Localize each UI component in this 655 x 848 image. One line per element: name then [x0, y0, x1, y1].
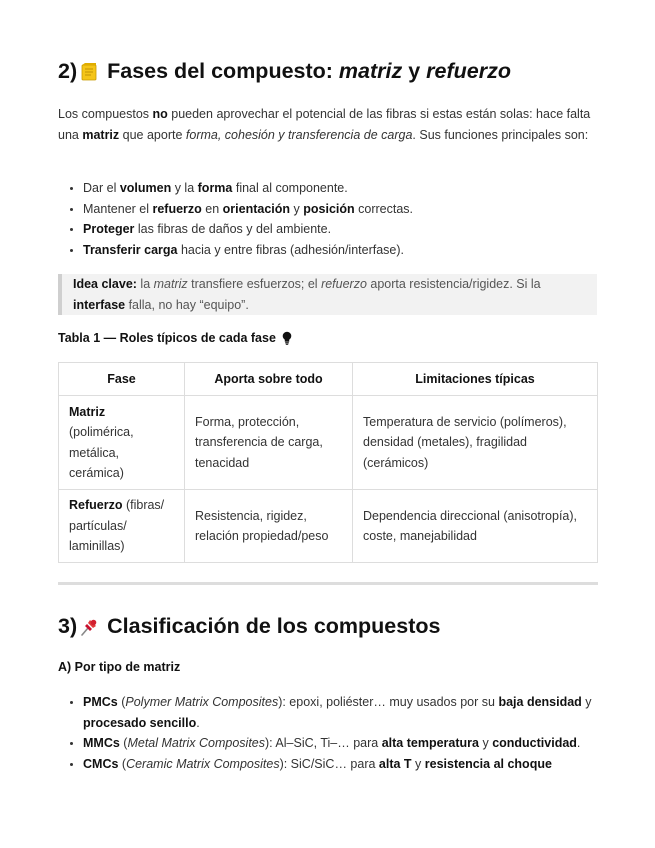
- list-item: Proteger las fibras de daños y del ambiente.: [58, 219, 598, 240]
- table-header-row: [59, 363, 598, 396]
- list-item: Transferir carga hacia y entre fibras (adhesión/interfase).: [58, 240, 598, 261]
- column-header: Limitaciones típicas: [353, 363, 598, 396]
- functions-list: [58, 178, 598, 260]
- section-2-number: 2): [58, 59, 78, 83]
- limitations-cell: Dependencia direccional (anisotropía), coste, manejabilidad: [353, 490, 598, 563]
- contributes-cell: Forma, protección, transferencia de carga, tenacidad: [185, 396, 353, 490]
- phase-cell: Refuerzo (fibras/ partículas/ laminillas): [59, 490, 185, 563]
- subsection-heading: A) Por tipo de matriz: [58, 660, 181, 674]
- contributes-cell: Resistencia, rigidez, relación propiedad/peso: [185, 490, 353, 563]
- roles-table: [58, 362, 598, 563]
- limitations-cell: Temperatura de servicio (polímeros), densidad (metales), fragilidad (cerámicos): [353, 396, 598, 490]
- callout-text: Idea clave: la matriz transfiere esfuerzos; el refuerzo aporta resistencia/rigidez. Si la interfase falla, no hay “equipo”.: [73, 277, 541, 312]
- list-item: PMCs (Polymer Matrix Composites): epoxi, poliéster… muy usados por su baja densidad y procesado sencillo.: [58, 692, 598, 733]
- key-idea-callout: [58, 274, 597, 315]
- pushpin-icon: [79, 617, 99, 637]
- section-2-title: Fases del compuesto: matriz y refuerzo: [107, 59, 511, 83]
- list-item: MMCs (Metal Matrix Composites): Al–SiC, Ti–… para alta temperatura y conductividad.: [58, 733, 598, 754]
- intro-paragraph: Los compuestos no pueden aprovechar el potencial de las fibras si estas están solas: hace falta una matriz que aporte forma, cohesión y transferencia de carga. Sus funciones principales son:: [58, 107, 591, 142]
- column-header: Fase: [59, 363, 185, 396]
- table-row: [59, 396, 598, 490]
- phase-cell: Matriz (polimérica, metálica, cerámica): [59, 396, 185, 490]
- table-row: [59, 490, 598, 563]
- section-3-heading: [58, 614, 440, 639]
- lightbulb-icon: [281, 331, 293, 345]
- matrix-types-list: [58, 692, 598, 774]
- list-item: Mantener el refuerzo en orientación y posición correctas.: [58, 199, 598, 220]
- section-3-number: 3): [58, 614, 78, 638]
- list-item: Dar el volumen y la forma final al componente.: [58, 178, 598, 199]
- column-header: Aporta sobre todo: [185, 363, 353, 396]
- memo-icon: [79, 62, 99, 82]
- table-caption: Tabla 1 — Roles típicos de cada fase: [58, 331, 293, 345]
- list-item: CMCs (Ceramic Matrix Composites): SiC/SiC… para alta T y resistencia al choque: [58, 754, 598, 775]
- section-3-title: Clasificación de los compuestos: [107, 614, 441, 638]
- section-divider: [58, 582, 598, 585]
- section-2-heading: [58, 59, 511, 84]
